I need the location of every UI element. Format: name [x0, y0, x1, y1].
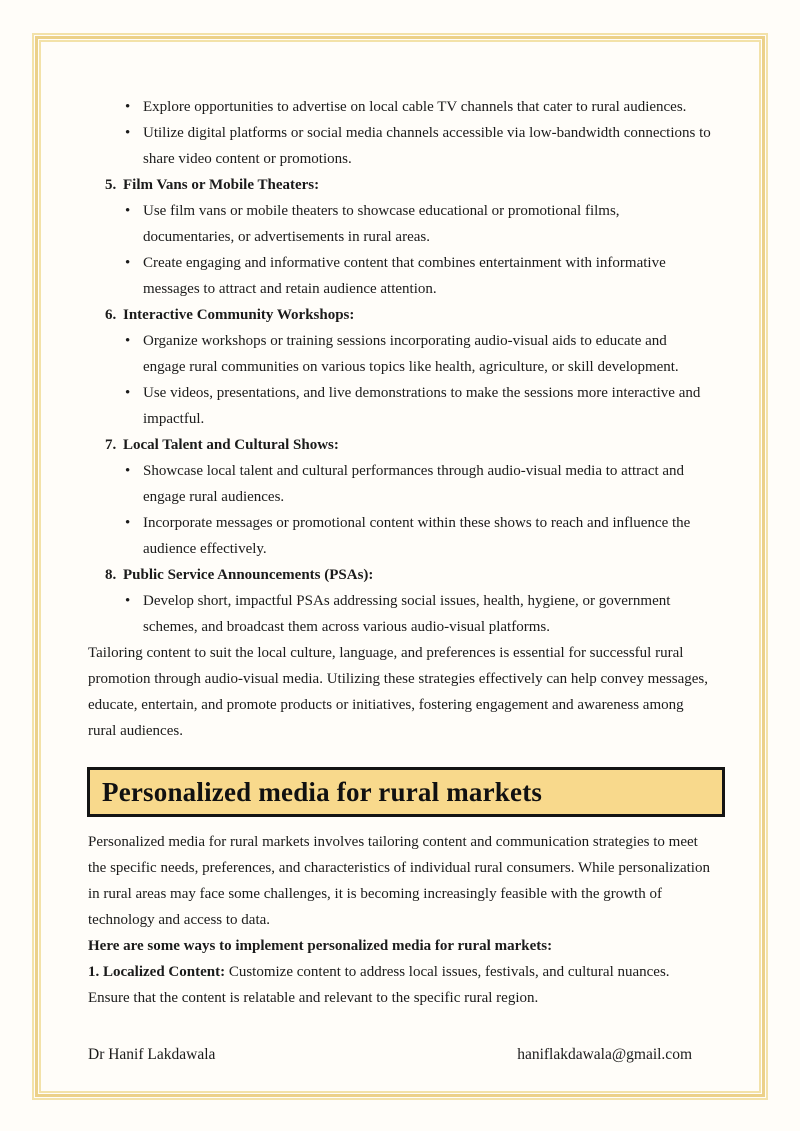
bullet-text: Showcase local talent and cultural performances through audio-visual media to attract and engage rural audiences. [143, 463, 685, 505]
closing-paragraph: Tailoring content to suit the local culture, language, and preferences is essential for successful rural promotion through audio-visual media. Utilizing these strategies effectively can help convey messages, educate, entertain, and promote products or initiatives, fostering engagement and awareness among rural audiences. [88, 645, 708, 739]
bullet-text: Create engaging and informative content that combines entertainment with informative messages to attract and retain audience attention. [143, 255, 666, 297]
section-heading: Personalized media for rural markets [102, 777, 543, 807]
bullet-text: Use film vans or mobile theaters to showcase educational or promotional films, documentaries, or advertisements in rural areas. [143, 203, 620, 245]
item-title: Public Service Announcements (PSAs): [123, 567, 374, 583]
way-label: 1. Localized Content: [88, 964, 226, 980]
bullet-text: Develop short, impactful PSAs addressing social issues, health, hygiene, or government schemes, and broadcast them across various audio-visual platforms. [143, 593, 671, 635]
bullet-item [88, 198, 712, 250]
item-title: Film Vans or Mobile Theaters: [123, 177, 320, 193]
bullet-item [88, 94, 712, 120]
item-title: Local Talent and Cultural Shows: [123, 437, 339, 453]
bullet-text: Utilize digital platforms or social media channels accessible via low-bandwidth connections to share video content or promotions. [143, 125, 711, 167]
bullet-text: Use videos, presentations, and live demonstrations to make the sessions more interactive and impactful. [143, 385, 701, 427]
numbered-heading [88, 302, 712, 328]
way-item [88, 959, 712, 1011]
bullet-item [88, 588, 712, 640]
bullet-icon [125, 94, 130, 120]
item-number: 8. [105, 567, 117, 583]
document-body [88, 94, 712, 1011]
bullet-item [88, 510, 712, 562]
bullet-icon [125, 458, 130, 484]
numbered-heading [88, 172, 712, 198]
item-number: 7. [105, 437, 117, 453]
bullet-icon [125, 380, 130, 406]
footer-author: Dr Hanif Lakdawala [88, 1046, 216, 1063]
numbered-heading [88, 562, 712, 588]
footer-email: haniflakdawala@gmail.com [517, 1046, 692, 1063]
bullet-text: Incorporate messages or promotional content within these shows to reach and influence the audience effectively. [143, 515, 691, 557]
bullet-icon [125, 510, 130, 536]
bullet-icon [125, 588, 130, 614]
ways-intro-line: Here are some ways to implement personalized media for rural markets: [88, 938, 553, 954]
section-intro-paragraph: Personalized media for rural markets involves tailoring content and communication strategies to meet the specific needs, preferences, and characteristics of individual rural consumers. While personalization in rural areas may face some challenges, it is becoming increasingly feasible with the growth of technology and access to data. [88, 834, 710, 928]
bullet-text: Explore opportunities to advertise on local cable TV channels that cater to rural audiences. [143, 99, 687, 115]
bullet-item [88, 380, 712, 432]
bullet-item [88, 458, 712, 510]
way-text: Customize content to address local issues, festivals, and cultural nuances. Ensure that the content is relatable and relevant to the specific rural region. [88, 964, 670, 1006]
bullet-text: Organize workshops or training sessions incorporating audio-visual aids to educate and engage rural communities on various topics like health, agriculture, or skill development. [143, 333, 679, 375]
page-footer [88, 1042, 712, 1068]
numbered-heading [88, 432, 712, 458]
bullet-icon [125, 120, 130, 146]
item-number: 5. [105, 177, 117, 193]
item-number: 6. [105, 307, 117, 323]
bullet-item [88, 250, 712, 302]
bullet-icon [125, 198, 130, 224]
bullet-item [88, 120, 712, 172]
item-title: Interactive Community Workshops: [123, 307, 355, 323]
bullet-item [88, 328, 712, 380]
section-heading-box [87, 767, 725, 817]
bullet-icon [125, 328, 130, 354]
bullet-icon [125, 250, 130, 276]
